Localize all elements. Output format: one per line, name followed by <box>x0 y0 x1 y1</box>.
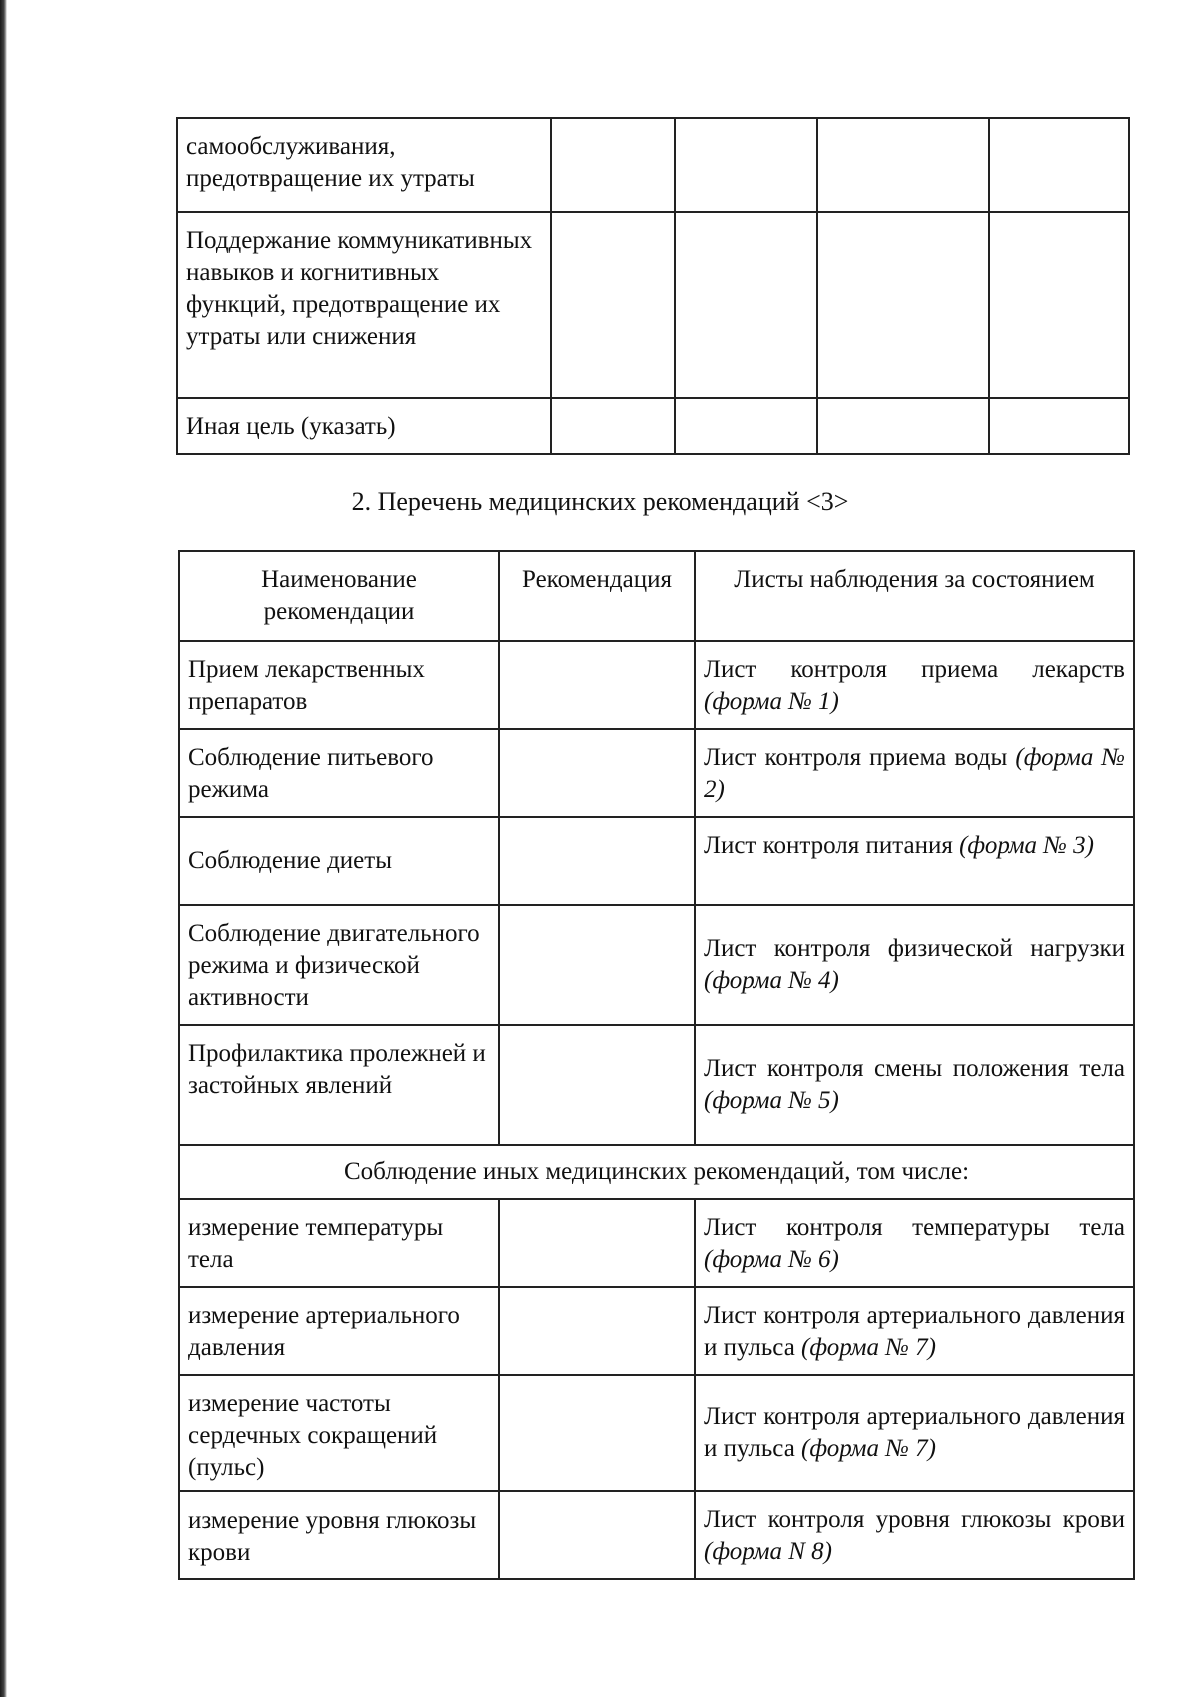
table-row <box>179 817 1134 905</box>
goal-label: Иная цель (указать) <box>186 413 396 440</box>
scan-edge-shadow <box>0 0 7 1697</box>
goal-label: самообслуживания, предотвращение их утраты <box>186 133 475 192</box>
table-row <box>179 1199 1134 1287</box>
form-number: (форма № 6) <box>704 1246 839 1273</box>
table-row <box>179 905 1134 1025</box>
empty-cell <box>551 118 675 212</box>
sheet-text: Лист контроля артериального давления и пульса <box>704 1302 1125 1361</box>
rec-name: Соблюдение двигательного режима и физической активности <box>188 920 480 1011</box>
goal-label: Поддержание коммуникативных навыков и когнитивных функций, предотвращение их утраты или снижения <box>186 227 533 350</box>
form-number: (форма № 5) <box>704 1087 839 1114</box>
sheet-text: Лист контроля температуры тела <box>704 1214 1125 1241</box>
table-row <box>177 212 1129 398</box>
sheet-ref <box>696 1053 1133 1117</box>
empty-cell <box>499 1199 695 1287</box>
empty-cell <box>499 817 695 905</box>
table-row <box>179 1145 1134 1199</box>
rec-name: Прием лекарственных препаратов <box>188 656 425 715</box>
rec-name: измерение температуры тела <box>188 1214 444 1273</box>
sheet-text: Лист контроля артериального давления и пульса <box>704 1403 1125 1462</box>
span-row-cell: Соблюдение иных медицинских рекомендаций, том числе: <box>179 1145 1134 1199</box>
empty-cell <box>499 641 695 729</box>
empty-cell <box>499 729 695 817</box>
empty-cell <box>989 118 1129 212</box>
sheet-ref <box>696 1200 1133 1276</box>
section-title: 2. Перечень медицинских рекомендаций <3> <box>351 487 849 516</box>
form-number: (форма № 1) <box>704 688 839 715</box>
sheet-ref <box>696 1492 1133 1568</box>
empty-cell <box>499 1375 695 1491</box>
rec-name: Соблюдение диеты <box>188 847 392 874</box>
empty-cell <box>675 398 817 454</box>
table-row <box>177 118 1129 212</box>
header-recommendation: Рекомендация <box>522 566 672 593</box>
table-row <box>179 1491 1134 1579</box>
sheet-text: Лист контроля приема воды <box>704 744 1008 771</box>
sheet-ref <box>696 1288 1133 1364</box>
form-number: (форма № 2) <box>704 744 1125 803</box>
sheet-ref <box>696 933 1133 997</box>
empty-cell <box>989 398 1129 454</box>
table-row <box>179 1287 1134 1375</box>
table-row <box>179 1375 1134 1491</box>
form-number: (форма № 4) <box>704 967 839 994</box>
form-number: (форма № 7) <box>801 1435 936 1462</box>
table-header-row <box>179 551 1134 641</box>
empty-cell <box>499 1491 695 1579</box>
rec-name: Профилактика пролежней и застойных явлений <box>188 1040 486 1099</box>
form-number: (форма N 8) <box>704 1538 832 1565</box>
sheet-ref <box>696 642 1133 718</box>
form-number: (форма № 7) <box>801 1334 936 1361</box>
empty-cell <box>675 212 817 398</box>
empty-cell <box>551 398 675 454</box>
form-number: (форма № 3) <box>959 832 1094 859</box>
sheet-text: Лист контроля физической нагрузки <box>704 935 1125 962</box>
empty-cell <box>817 118 989 212</box>
sheet-text: Лист контроля смены положения тела <box>704 1055 1125 1082</box>
rec-name: Соблюдение питьевого режима <box>188 744 434 803</box>
empty-cell <box>817 212 989 398</box>
table-row <box>179 1025 1134 1145</box>
empty-cell <box>675 118 817 212</box>
sheet-ref <box>696 1401 1133 1465</box>
empty-cell <box>989 212 1129 398</box>
empty-cell <box>499 905 695 1025</box>
rec-name: измерение уровня глюкозы крови <box>188 1507 477 1566</box>
recommendations-table <box>178 550 1135 1580</box>
sheet-ref <box>696 818 1133 862</box>
sheet-text: Лист контроля уровня глюкозы крови <box>704 1506 1125 1533</box>
empty-cell <box>499 1287 695 1375</box>
sheet-text: Лист контроля питания <box>704 832 953 859</box>
goals-table <box>176 117 1130 455</box>
header-name: Наименование рекомендации <box>261 566 417 625</box>
table-row <box>177 398 1129 454</box>
empty-cell <box>499 1025 695 1145</box>
sheet-ref <box>696 730 1133 806</box>
rec-name: измерение частоты сердечных сокращений (пульс) <box>188 1390 438 1481</box>
sheet-text: Лист контроля приема лекарств <box>704 656 1125 683</box>
table-row <box>179 729 1134 817</box>
header-sheets: Листы наблюдения за состоянием <box>734 566 1095 593</box>
empty-cell <box>551 212 675 398</box>
empty-cell <box>817 398 989 454</box>
rec-name: измерение артериального давления <box>188 1302 460 1361</box>
table-row <box>179 641 1134 729</box>
